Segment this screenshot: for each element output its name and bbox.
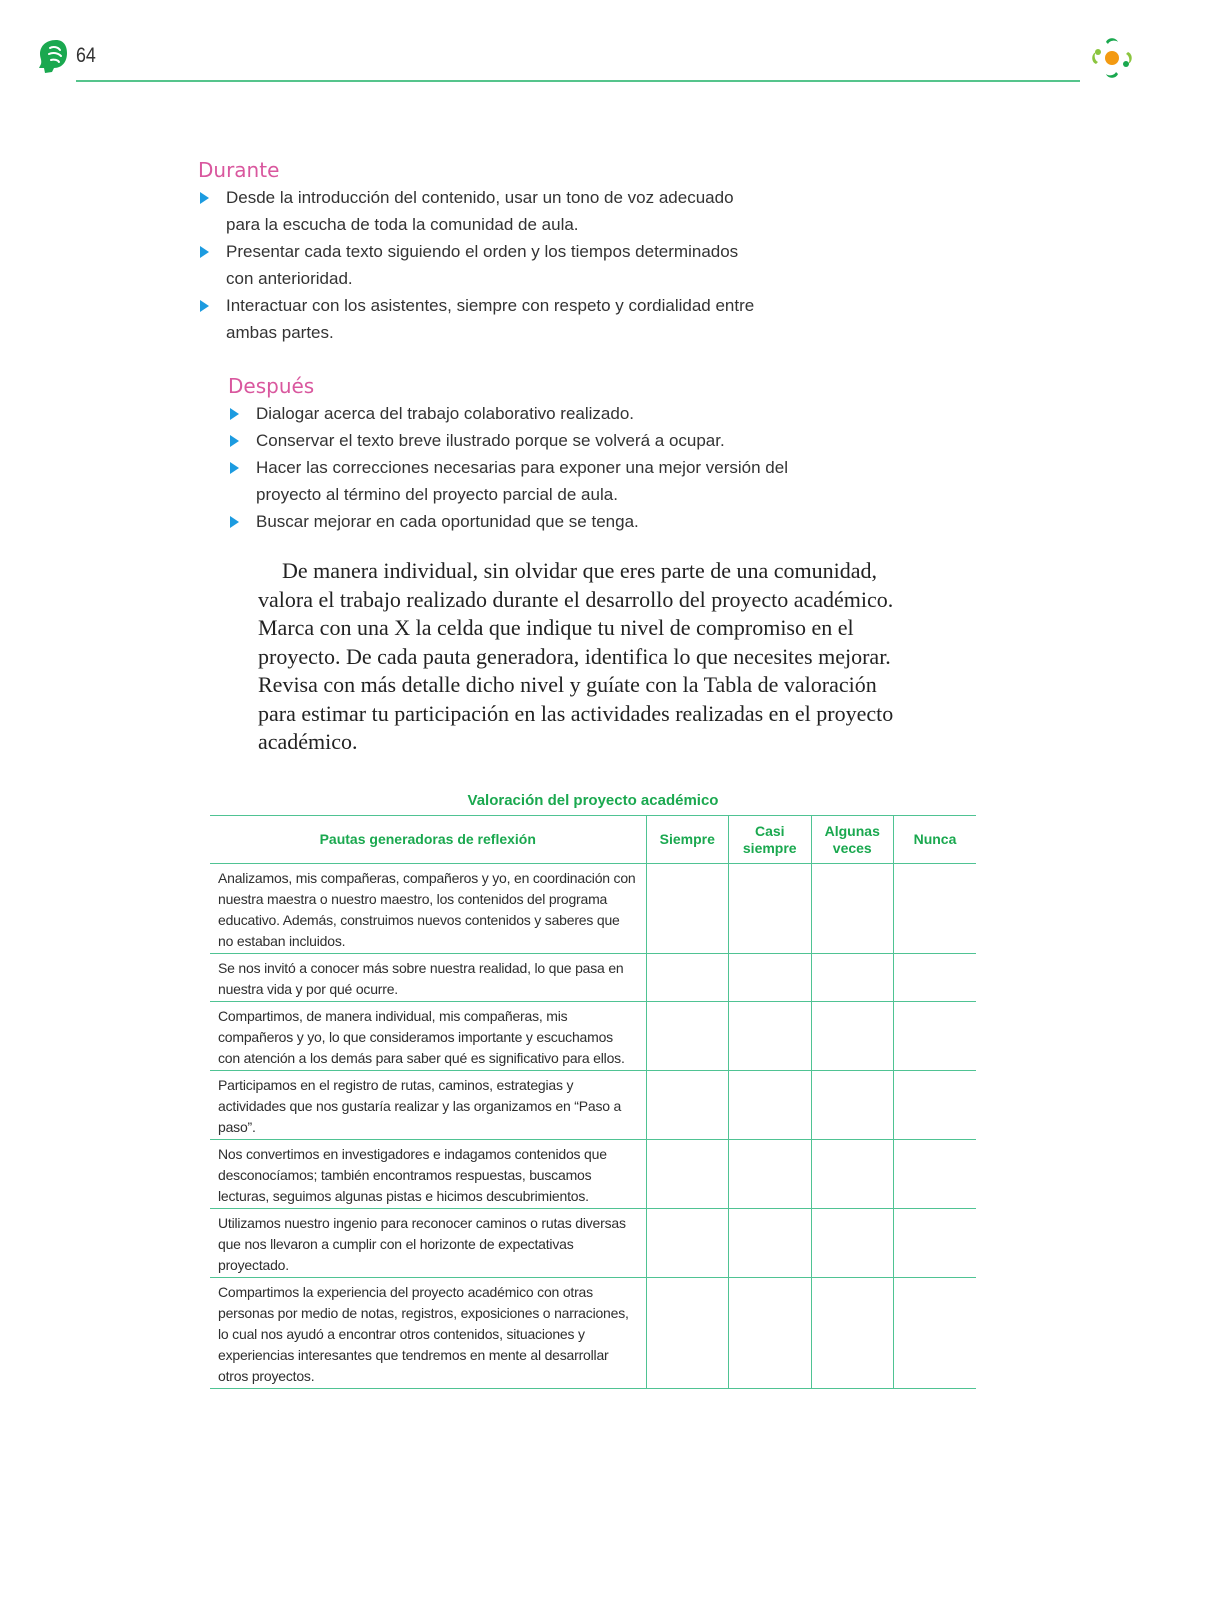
casi-siempre-cell[interactable]: [729, 954, 812, 1002]
pauta-text: Nos convertimos en investigadores e indagamos contenidos que desconocíamos; también encontramos respuestas, buscamos lecturas, seguimos algunas pistas e hicimos descubrimientos.: [210, 1140, 646, 1209]
algunas-veces-cell[interactable]: [811, 954, 894, 1002]
list-item: [198, 184, 758, 238]
algunas-veces-cell[interactable]: [811, 1209, 894, 1278]
casi-siempre-cell[interactable]: [729, 1002, 812, 1071]
table-header-row: [210, 816, 976, 864]
nunca-cell[interactable]: [894, 864, 977, 954]
page-number: 64: [76, 44, 96, 67]
algunas-veces-cell[interactable]: [811, 864, 894, 954]
nunca-cell[interactable]: [894, 1140, 977, 1209]
durante-heading: Durante: [198, 158, 280, 182]
header-casi-siempre: Casi siempre: [729, 816, 812, 864]
algunas-veces-cell[interactable]: [811, 1140, 894, 1209]
pauta-text: Se nos invitó a conocer más sobre nuestra realidad, lo que pasa en nuestra vida y por qué ocurre.: [210, 954, 646, 1002]
siempre-cell[interactable]: [646, 1071, 729, 1140]
arrow-bullet-icon: [230, 516, 239, 528]
head-profile-icon: [36, 38, 70, 74]
nunca-cell[interactable]: [894, 954, 977, 1002]
list-item: [228, 508, 808, 535]
arrow-bullet-icon: [230, 435, 239, 447]
algunas-veces-cell[interactable]: [811, 1002, 894, 1071]
algunas-veces-cell[interactable]: [811, 1071, 894, 1140]
header-siempre: Siempre: [646, 816, 729, 864]
siempre-cell[interactable]: [646, 1278, 729, 1389]
siempre-cell[interactable]: [646, 864, 729, 954]
header-nunca: Nunca: [894, 816, 977, 864]
nunca-cell[interactable]: [894, 1209, 977, 1278]
table-row: [210, 1140, 976, 1209]
despues-list: [228, 400, 808, 535]
header-rule: [76, 80, 1080, 82]
despues-heading: Después: [228, 374, 315, 398]
list-item-text: Desde la introducción del contenido, usar un tono de voz adecuado para la escucha de toda la comunidad de aula.: [226, 188, 734, 234]
nunca-cell[interactable]: [894, 1002, 977, 1071]
list-item-text: Presentar cada texto siguiendo el orden y los tiempos determinados con anterioridad.: [226, 242, 739, 288]
siempre-cell[interactable]: [646, 954, 729, 1002]
pauta-text: Compartimos la experiencia del proyecto académico con otras personas por medio de notas, registros, exposiciones o narraciones, lo cual nos ayudó a encontrar otros contenidos, situaciones y experiencias interesantes que tendremos en mente al desarrollar otros proyectos.: [210, 1278, 646, 1389]
arrow-bullet-icon: [200, 300, 209, 312]
pauta-text: Analizamos, mis compañeras, compañeros y yo, en coordinación con nuestra maestra o nuestro maestro, los contenidos del programa educativo. Además, construimos nuevos contenidos y saberes que no estaban incluidos.: [210, 864, 646, 954]
arrow-bullet-icon: [200, 192, 209, 204]
rating-table: [210, 815, 976, 1389]
table-row: [210, 1278, 976, 1389]
casi-siempre-cell[interactable]: [729, 1278, 812, 1389]
nunca-cell[interactable]: [894, 1071, 977, 1140]
table-row: [210, 1071, 976, 1140]
casi-siempre-cell[interactable]: [729, 1071, 812, 1140]
casi-siempre-cell[interactable]: [729, 1140, 812, 1209]
instructions-paragraph: De manera individual, sin olvidar que eres parte de una comunidad, valora el trabajo realizado durante el desarrollo del proyecto académico. Marca con una X la celda que indique tu nivel de compromiso en el proyecto. De cada pauta generadora, identifica lo que necesites mejorar. Revisa con más detalle dicho nivel y guíate con la Tabla de valoración para estimar tu participación en las actividades realizadas en el proyecto académico.: [258, 558, 894, 754]
algunas-veces-cell[interactable]: [811, 1278, 894, 1389]
list-item: [198, 292, 758, 346]
list-item: [228, 427, 808, 454]
list-item-text: Conservar el texto breve ilustrado porque se volverá a ocupar.: [256, 431, 725, 450]
list-item: [228, 400, 808, 427]
siempre-cell[interactable]: [646, 1209, 729, 1278]
pauta-text: Compartimos, de manera individual, mis compañeras, mis compañeros y yo, lo que consideramos importante y escuchamos con atención a los demás para saber qué es significativo para ellos.: [210, 1002, 646, 1071]
list-item: [228, 454, 808, 508]
list-item-text: Buscar mejorar en cada oportunidad que se tenga.: [256, 512, 639, 531]
swirl-emblem-icon: [1084, 30, 1140, 86]
arrow-bullet-icon: [200, 246, 209, 258]
header-algunas-veces: Algunas veces: [811, 816, 894, 864]
list-item-text: Interactuar con los asistentes, siempre con respeto y cordialidad entre ambas partes.: [226, 296, 755, 342]
casi-siempre-cell[interactable]: [729, 864, 812, 954]
header-pautas: Pautas generadoras de reflexión: [210, 816, 646, 864]
table-row: [210, 864, 976, 954]
arrow-bullet-icon: [230, 408, 239, 420]
casi-siempre-cell[interactable]: [729, 1209, 812, 1278]
list-item-text: Hacer las correcciones necesarias para exponer una mejor versión del proyecto al término del proyecto parcial de aula.: [256, 458, 788, 504]
pauta-text: Utilizamos nuestro ingenio para reconocer caminos o rutas diversas que nos llevaron a cumplir con el horizonte de expectativas proyectado.: [210, 1209, 646, 1278]
table-row: [210, 954, 976, 1002]
pauta-text: Participamos en el registro de rutas, caminos, estrategias y actividades que nos gustaría realizar y las organizamos en “Paso a paso”.: [210, 1071, 646, 1140]
durante-list: [198, 184, 758, 346]
table-row: [210, 1002, 976, 1071]
nunca-cell[interactable]: [894, 1278, 977, 1389]
list-item-text: Dialogar acerca del trabajo colaborativo realizado.: [256, 404, 634, 423]
arrow-bullet-icon: [230, 462, 239, 474]
siempre-cell[interactable]: [646, 1002, 729, 1071]
table-row: [210, 1209, 976, 1278]
list-item: [198, 238, 758, 292]
table-caption: Valoración del proyecto académico: [467, 792, 719, 809]
siempre-cell[interactable]: [646, 1140, 729, 1209]
